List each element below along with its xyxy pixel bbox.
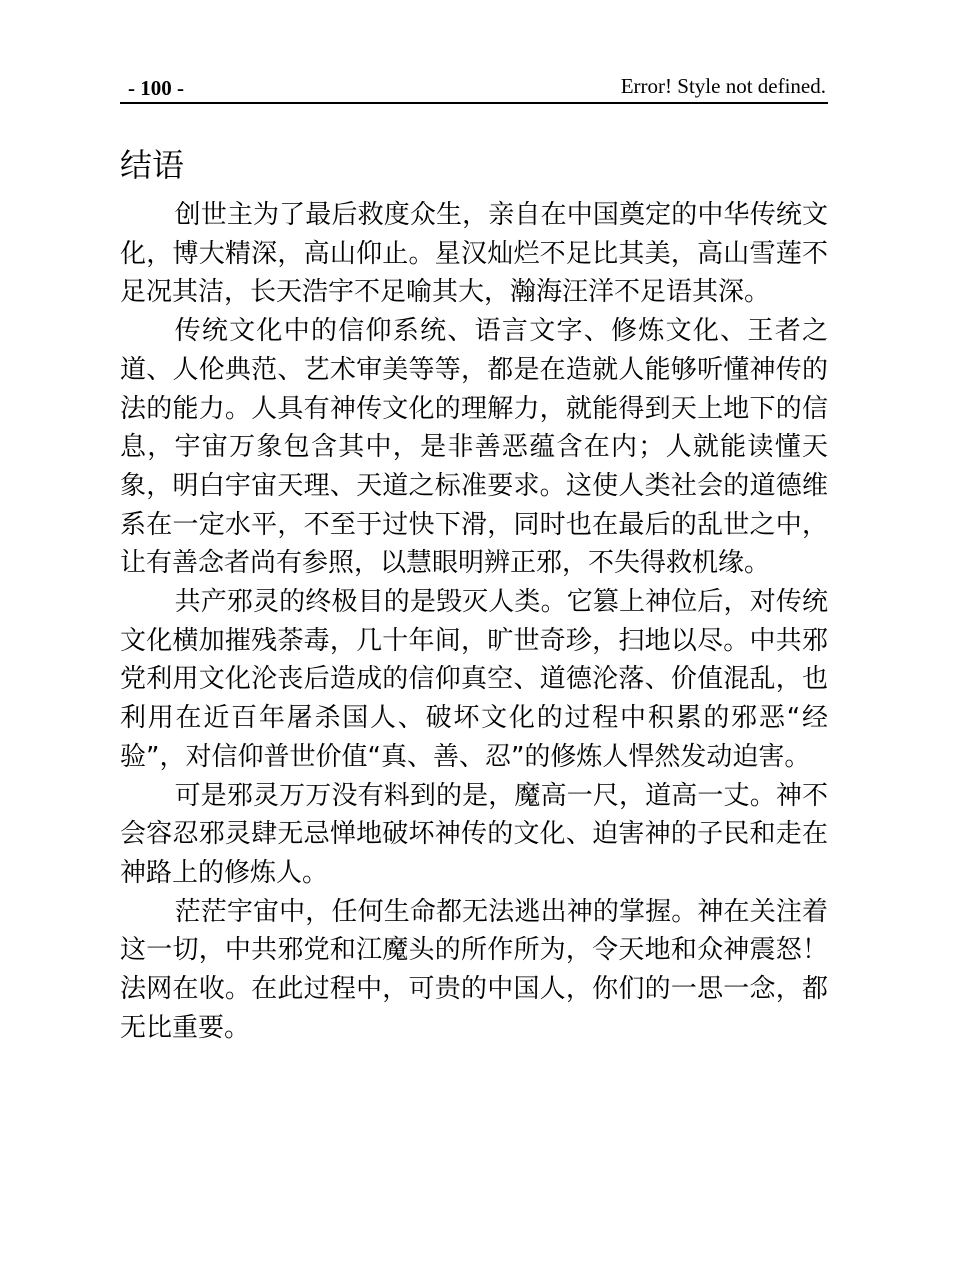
paragraph-5: 茫茫宇宙中，任何生命都无法逃出神的掌握。神在关注着这一切，中共邪党和江魔头的所作所为，令天地和众神震怒！法网在收。在此过程中，可贵的中国人，你们的一思一念，都无比重要。 bbox=[120, 896, 828, 1043]
paragraph-2: 传统文化中的信仰系统、语言文字、修炼文化、王者之道、人伦典范、艺术审美等等，都是在造就人能够听懂神传的法的能力。人具有神传文化的理解力，就能得到天上地下的信息，宇宙万象包含其中，是非善恶蕴含在内；人就能读懂天象，明白宇宙天理、天道之标准要求。这使人类社会的道德维系在一定水平，不至于过快下滑，同时也在最后的乱世之中，让有善念者尚有参照，以慧眼明辨正邪，不失得救机缘。 bbox=[120, 316, 828, 579]
page-header bbox=[120, 72, 828, 104]
page-number: - 100 - bbox=[128, 76, 184, 100]
paragraph-1: 创世主为了最后救度众生，亲自在中国奠定的中华传统文化，博大精深，高山仰止。星汉灿烂不足比其美，高山雪莲不足况其洁，长天浩宇不足喻其大，瀚海汪洋不足语其深。 bbox=[120, 200, 828, 308]
chapter-title: 结语 bbox=[120, 146, 185, 184]
paragraph-3: 共产邪灵的终极目的是毁灭人类。它篡上神位后，对传统文化横加摧残荼毒，几十年间，旷世奇珍，扫地以尽。中共邪党利用文化沦丧后造成的信仰真空、道德沦落、价值混乱，也利用在近百年屠杀国人、破坏文化的过程中积累的邪恶“经验”，对信仰普世价值“真、善、忍”的修炼人悍然发动迫害。 bbox=[120, 587, 828, 772]
chapter-body bbox=[120, 140, 828, 1047]
paragraph-4: 可是邪灵万万没有料到的是，魔高一尺，道高一丈。神不会容忍邪灵肆无忌惮地破坏神传的文化、迫害神的子民和走在神路上的修炼人。 bbox=[120, 780, 828, 888]
running-head: Error! Style not defined. bbox=[620, 74, 826, 98]
